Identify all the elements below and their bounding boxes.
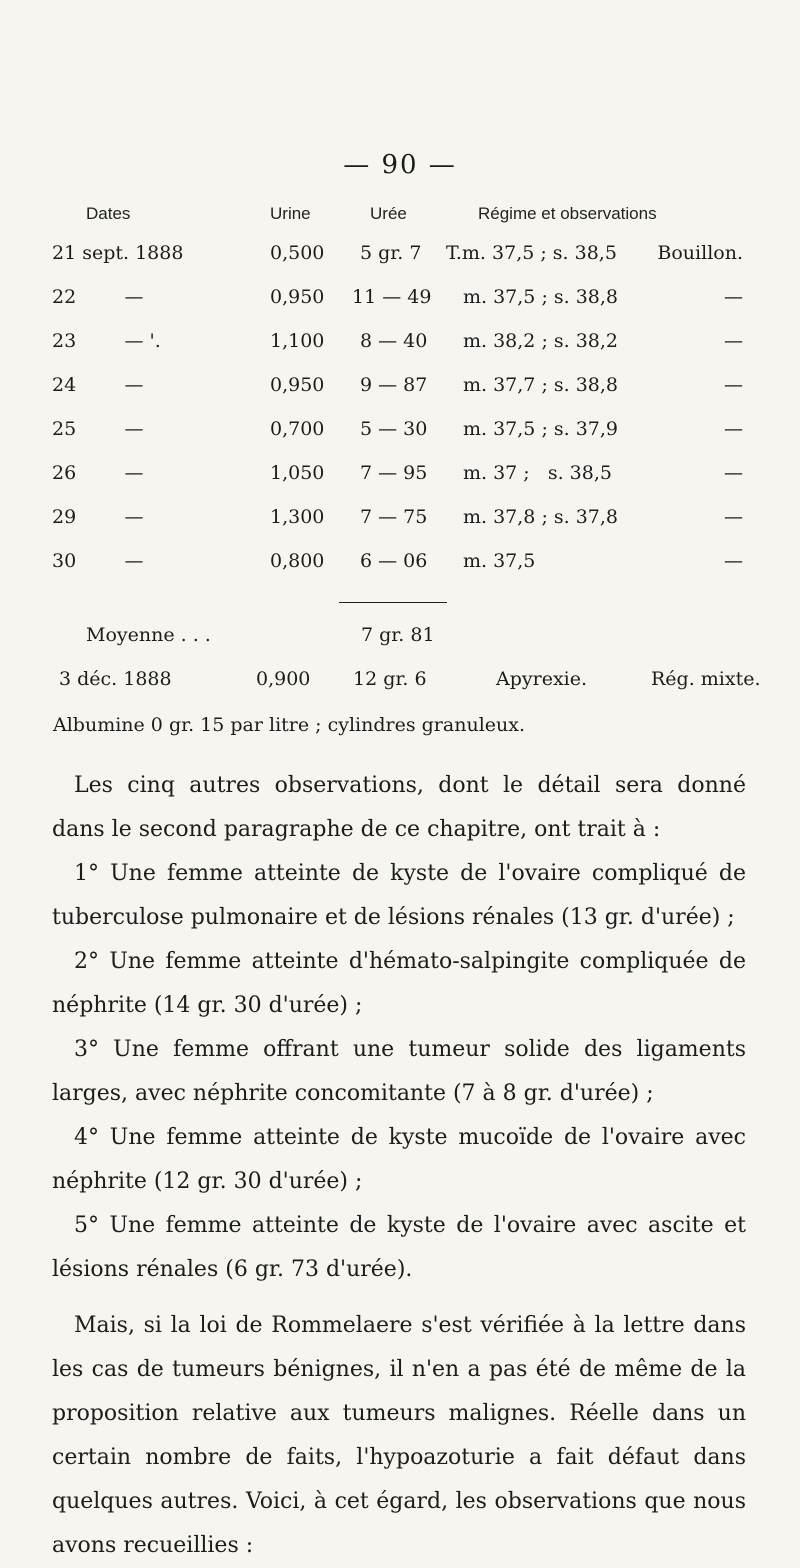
paragraph: 1° Une femme atteinte de kyste de l'ovaire compliqué de tuberculose pulmonaire et de lésions rénales (13 gr. d'urée) ; bbox=[52, 861, 746, 930]
cell-uree: 5 gr. 7 bbox=[360, 242, 422, 264]
cell-date: 25 — bbox=[52, 418, 144, 440]
body-text bbox=[52, 764, 746, 1568]
cell-date: 24 — bbox=[52, 374, 144, 396]
cell-note: — bbox=[724, 506, 743, 528]
header-regime: Régime et observations bbox=[478, 204, 657, 223]
cell-note: — bbox=[724, 374, 743, 396]
cell-regime: m. 37,7 ; s. 38,8 bbox=[463, 374, 619, 396]
cell-uree: 7 — 75 bbox=[360, 506, 428, 528]
table-row bbox=[0, 286, 800, 312]
cell-regime: m. 37,5 ; s. 37,9 bbox=[463, 418, 619, 440]
moyenne-label: Moyenne . . . bbox=[86, 624, 211, 646]
moyenne-value: 7 gr. 81 bbox=[361, 624, 435, 646]
cell-uree: 7 — 95 bbox=[360, 462, 428, 484]
cell-uree: 8 — 40 bbox=[360, 330, 428, 352]
cell-urine: 0,950 bbox=[270, 374, 325, 396]
cell-note: Bouillon. bbox=[657, 242, 743, 264]
cell-note: — bbox=[724, 418, 743, 440]
cell-note: — bbox=[724, 550, 743, 572]
table-row bbox=[0, 550, 800, 576]
cell-note: — bbox=[724, 330, 743, 352]
header-urine: Urine bbox=[270, 204, 311, 223]
header-dates: Dates bbox=[86, 204, 131, 223]
header-uree: Urée bbox=[370, 204, 407, 223]
cell-regime: m. 38,2 ; s. 38,2 bbox=[463, 330, 619, 352]
cell-date: 22 — bbox=[52, 286, 144, 308]
cell-date: 21 sept. 1888 bbox=[52, 242, 184, 264]
cell-uree: 11 — 49 bbox=[352, 286, 432, 308]
cell-uree: 6 — 06 bbox=[360, 550, 428, 572]
dec-note: Rég. mixte. bbox=[651, 668, 761, 690]
table-row bbox=[0, 330, 800, 356]
cell-urine: 1,300 bbox=[270, 506, 325, 528]
table-row bbox=[0, 242, 800, 268]
cell-note: — bbox=[724, 286, 743, 308]
table-row bbox=[0, 374, 800, 400]
paragraph: 3° Une femme offrant une tumeur solide des ligaments larges, avec néphrite concomitante (7 à 8 gr. d'urée) ; bbox=[52, 1037, 746, 1106]
cell-urine: 0,500 bbox=[270, 242, 325, 264]
cell-uree: 5 — 30 bbox=[360, 418, 428, 440]
dec-uree: 12 gr. 6 bbox=[353, 668, 427, 690]
paragraph: Les cinq autres observations, dont le détail sera donné dans le second paragraphe de ce chapitre, ont trait à : bbox=[52, 773, 746, 842]
paragraph: Mais, si la loi de Rommelaere s'est vérifiée à la lettre dans les cas de tumeurs bénignes, il n'en a pas été de même de la proposition relative aux tumeurs malignes. Réelle dans un certain nombre de faits, l'hypoazoturie a fait défaut dans quelques autres. Voici, à cet égard, les observations que nous avons recueillies : bbox=[52, 1313, 746, 1558]
cell-date: 26 — bbox=[52, 462, 144, 484]
cell-regime: m. 37 ; s. 38,5 bbox=[463, 462, 612, 484]
cell-urine: 1,100 bbox=[270, 330, 325, 352]
albumine-note: Albumine 0 gr. 15 par litre ; cylindres granuleux. bbox=[53, 714, 526, 736]
sum-rule bbox=[339, 602, 447, 603]
dec-regime: Apyrexie. bbox=[496, 668, 588, 690]
paragraph: 5° Une femme atteinte de kyste de l'ovaire avec ascite et lésions rénales (6 gr. 73 d'urée). bbox=[52, 1213, 746, 1282]
cell-regime: m. 37,5 bbox=[463, 550, 536, 572]
cell-date: 30 — bbox=[52, 550, 144, 572]
cell-urine: 0,700 bbox=[270, 418, 325, 440]
cell-uree: 9 — 87 bbox=[360, 374, 428, 396]
paragraph: 2° Une femme atteinte d'hémato-salpingite compliquée de néphrite (14 gr. 30 d'urée) ; bbox=[52, 949, 746, 1018]
cell-regime: m. 37,5 ; s. 38,8 bbox=[463, 286, 619, 308]
cell-regime: T.m. 37,5 ; s. 38,5 bbox=[446, 242, 617, 264]
dec-urine: 0,900 bbox=[256, 668, 311, 690]
dec-date: 3 déc. 1888 bbox=[59, 668, 172, 690]
cell-urine: 0,800 bbox=[270, 550, 325, 572]
paragraph: 4° Une femme atteinte de kyste mucoïde de l'ovaire avec néphrite (12 gr. 30 d'urée) ; bbox=[52, 1125, 746, 1194]
table-row bbox=[0, 462, 800, 488]
table-row bbox=[0, 418, 800, 444]
cell-date: 29 — bbox=[52, 506, 144, 528]
cell-urine: 1,050 bbox=[270, 462, 325, 484]
cell-urine: 0,950 bbox=[270, 286, 325, 308]
page-number: — 90 — bbox=[343, 150, 457, 180]
cell-note: — bbox=[724, 462, 743, 484]
cell-date: 23 — '. bbox=[52, 330, 161, 352]
table-row bbox=[0, 506, 800, 532]
cell-regime: m. 37,8 ; s. 37,8 bbox=[463, 506, 619, 528]
